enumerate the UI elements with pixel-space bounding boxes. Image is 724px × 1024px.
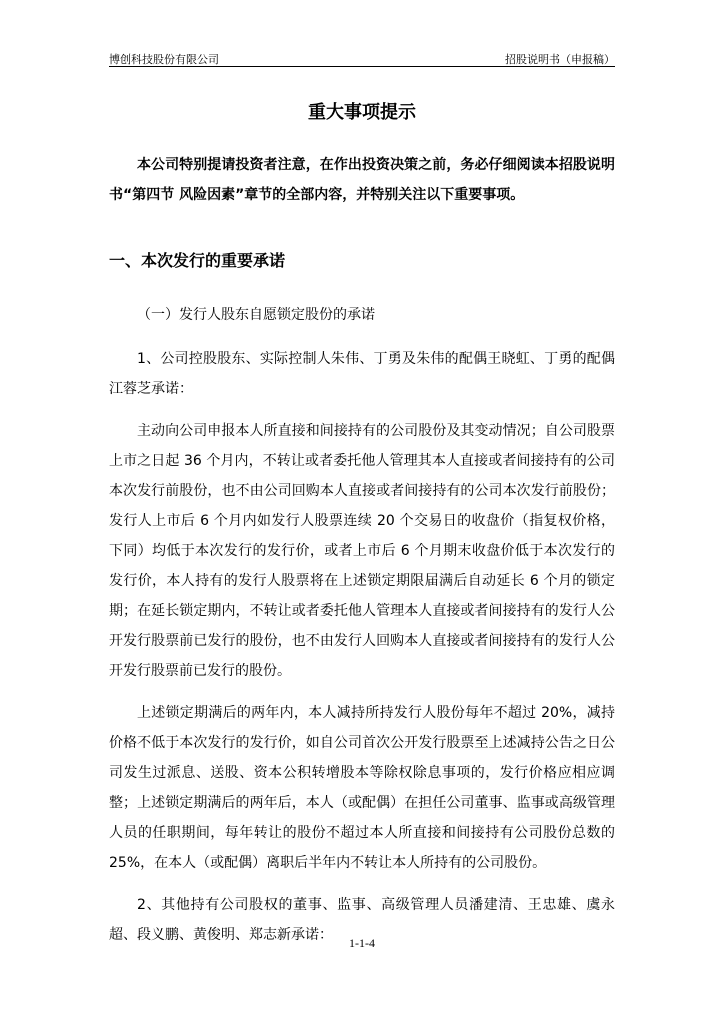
item1-paragraph-1: 主动向公司申报本人所直接和间接持有的公司股份及其变动情况；自公司股票上市之日起 36 个月内，不转让或者委托他人管理其本人直接或者间接持有的公司本次发行前股份，也不由公司回购本人直接或者间接持有的公司本次发行前股份；发行人上市后 6 个月内如发行人股票连续 20 个交易日的收盘价（指复权价格，下同）均低于本次发行的发行价，或者上市后 6 个月期末收盘价低于本次发行的发行价，本人持有的发行人股票将在上述锁定期限届满后自动延长 6 个月的锁定期；在延长锁定期内，不转让或者委托他人管理本人直接或者间接持有的发行人公开发行股票前已发行的股份，也不由发行人回购本人直接或者间接持有的发行人公开发行股票前已发行的股份。	[109, 423, 615, 679]
header-divider	[109, 66, 615, 67]
section-heading-important-commitments: 一、本次发行的重要承诺	[109, 251, 286, 270]
page-title: 重大事项提示	[308, 102, 416, 123]
item1-intro: 1、公司控股股东、实际控制人朱伟、丁勇及朱伟的配偶王晓虹、丁勇的配偶江蓉芝承诺：	[109, 351, 615, 397]
item2-intro: 2、其他持有公司股权的董事、监事、高级管理人员潘建清、王忠雄、虞永超、段义鹏、黄俊明、郑志新承诺：	[109, 897, 615, 943]
header-document-type: 招股说明书（申报稿）	[505, 53, 615, 66]
intro-paragraph: 本公司特别提请投资者注意，在作出投资决策之前，务必仔细阅读本招股说明书“第四节 风险因素”章节的全部内容，并特别关注以下重要事项。	[109, 157, 615, 203]
subsection-heading-lockup: （一）发行人股东自愿锁定股份的承诺	[137, 307, 375, 323]
page-header	[109, 48, 615, 66]
header-company-name: 博创科技股份有限公司	[109, 53, 219, 66]
document-body	[109, 150, 615, 962]
item1-paragraph-2: 上述锁定期满后的两年内，本人减持所持发行人股份每年不超过 20%，减持价格不低于本次发行的发行价，如自公司首次公开发行股票至上述减持公告之日公司发生过派息、送股、资本公积转增股本等除权除息事项的，发行价格应相应调整；上述锁定期满后的两年后，本人（或配偶）在担任公司董事、监事或高级管理人员的任职期间，每年转让的股份不超过本人所直接和间接持有公司股份总数的 25%，在本人（或配偶）离职后半年内不转让本人所持有的公司股份。	[109, 705, 615, 871]
page-number: 1-1-4	[349, 936, 375, 950]
